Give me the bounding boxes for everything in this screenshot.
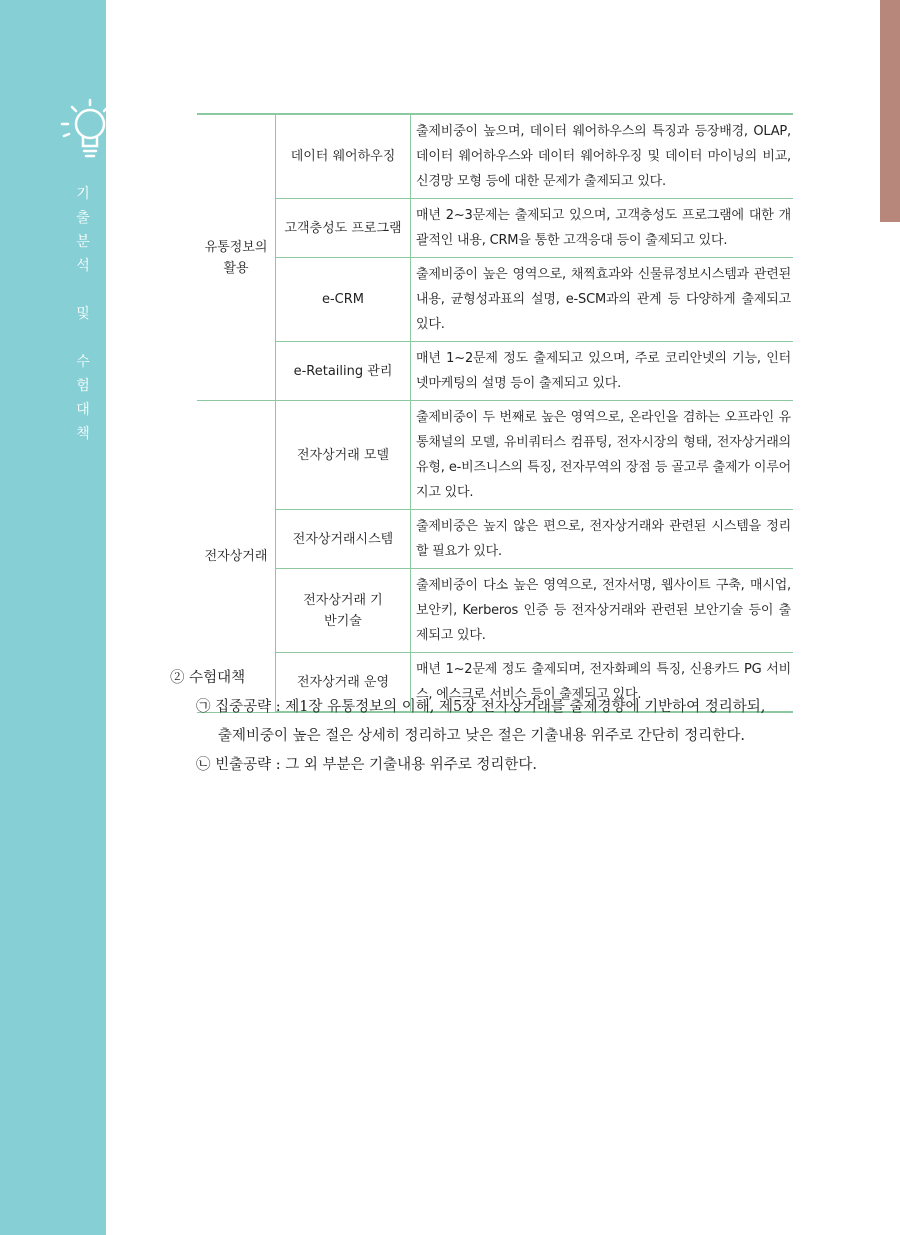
- subtopic-cell: [276, 401, 411, 510]
- chapter-edge-tab: [880, 0, 900, 222]
- strategy-item-focus: ㉠ 집중공략 : 제1장 유통정보의 이해, 제5장 전자상거래를 출제경향에 기반하여 정리하되,: [196, 699, 766, 715]
- subtopic-cell: [276, 114, 411, 199]
- strategy-item-focus-continued: 출제비중이 높은 절은 상세히 정리하고 낮은 절은 기출내용 위주로 간단히 정리한다.: [218, 728, 745, 744]
- table-row: [197, 401, 793, 510]
- subtopic-label: 전자상거래 모델: [296, 447, 390, 463]
- table-row: [197, 569, 793, 653]
- table-row: [197, 342, 793, 401]
- sidebar-band: [0, 0, 106, 1235]
- description-cell: 출제비중이 높으며, 데이터 웨어하우스의 특징과 등장배경, OLAP, 데이터 웨어하우스와 데이터 웨어하우징 및 데이터 마이닝의 비교, 신경망 모형 등에 대한 문제가 출제되고 있다.: [411, 114, 794, 199]
- strategy-item-frequent: ㉡ 빈출공략 : 그 외 부분은 기출내용 위주로 정리한다.: [196, 757, 538, 773]
- subtopic-label: 전자상거래 운영: [296, 674, 390, 690]
- vertical-char: 기: [76, 186, 90, 202]
- vertical-section-title: [72, 182, 94, 446]
- vertical-char: 수: [76, 354, 90, 370]
- subtopic-label: 데이터 웨어하우징: [290, 149, 396, 164]
- table-row: [197, 258, 793, 342]
- category-label: 전자상거래: [204, 548, 268, 564]
- subtopic-cell: [276, 510, 411, 569]
- table-row: [197, 199, 793, 258]
- subtopic-cell: [276, 569, 411, 653]
- table-row: [197, 510, 793, 569]
- description-cell: 출제비중이 높은 영역으로, 채찍효과와 신물류정보시스템과 관련된 내용, 균형성과표의 설명, e-SCM과의 관계 등 다양하게 출제되고 있다.: [411, 258, 794, 342]
- exam-strategy-section: [170, 664, 800, 780]
- subtopic-label: 전자상거래 기반기술: [303, 592, 383, 629]
- category-cell: [197, 114, 276, 401]
- vertical-char: 석: [76, 258, 90, 274]
- vertical-char: 책: [76, 426, 90, 442]
- strategy-heading: ② 수험대책: [170, 670, 246, 686]
- table-row: [197, 114, 793, 199]
- description-cell: 출제비중이 두 번째로 높은 영역으로, 온라인을 겸하는 오프라인 유통채널의 모델, 유비쿼터스 컴퓨팅, 전자시장의 형태, 전자상거래의 유형, e-비즈니스의 특징, 전자무역의 장점 등 골고루 출제가 이루어지고 있다.: [411, 401, 794, 510]
- description-cell: 매년 2~3문제는 출제되고 있으며, 고객충성도 프로그램에 대한 개괄적인 내용, CRM을 통한 고객응대 등이 출제되고 있다.: [411, 199, 794, 258]
- description-cell: 매년 1~2문제 정도 출제되며, 전자화폐의 특징, 신용카드 PG 서비스, 에스크로 서비스 등이 출제되고 있다.: [411, 653, 794, 713]
- subtopic-label: 고객충성도 프로그램: [284, 220, 402, 236]
- vertical-char: [72, 278, 94, 302]
- subtopic-cell: [276, 342, 411, 401]
- vertical-char: 험: [76, 378, 90, 394]
- description-cell: 출제비중이 다소 높은 영역으로, 전자서명, 웹사이트 구축, 매시업, 보안키, Kerberos 인증 등 전자상거래와 관련된 보안기술 등이 출제되고 있다.: [411, 569, 794, 653]
- description-cell: 매년 1~2문제 정도 출제되고 있으며, 주로 코리안넷의 기능, 인터넷마케팅의 설명 등이 출제되고 있다.: [411, 342, 794, 401]
- category-label: 유통정보의 활용: [204, 239, 268, 276]
- subtopic-label: e-CRM: [321, 292, 364, 307]
- subtopic-cell: [276, 258, 411, 342]
- vertical-char: 출: [76, 210, 90, 226]
- exam-analysis-table: [197, 113, 793, 713]
- vertical-char: 분: [76, 234, 90, 250]
- lightbulb-icon: [52, 94, 112, 174]
- subtopic-cell: [276, 199, 411, 258]
- vertical-char: 대: [76, 402, 90, 418]
- subtopic-label: e-Retailing 관리: [293, 363, 393, 379]
- description-cell: 출제비중은 높지 않은 편으로, 전자상거래와 관련된 시스템을 정리할 필요가 있다.: [411, 510, 794, 569]
- vertical-char: [72, 326, 94, 350]
- subtopic-label: 전자상거래시스템: [292, 531, 394, 547]
- vertical-char: 및: [76, 306, 90, 322]
